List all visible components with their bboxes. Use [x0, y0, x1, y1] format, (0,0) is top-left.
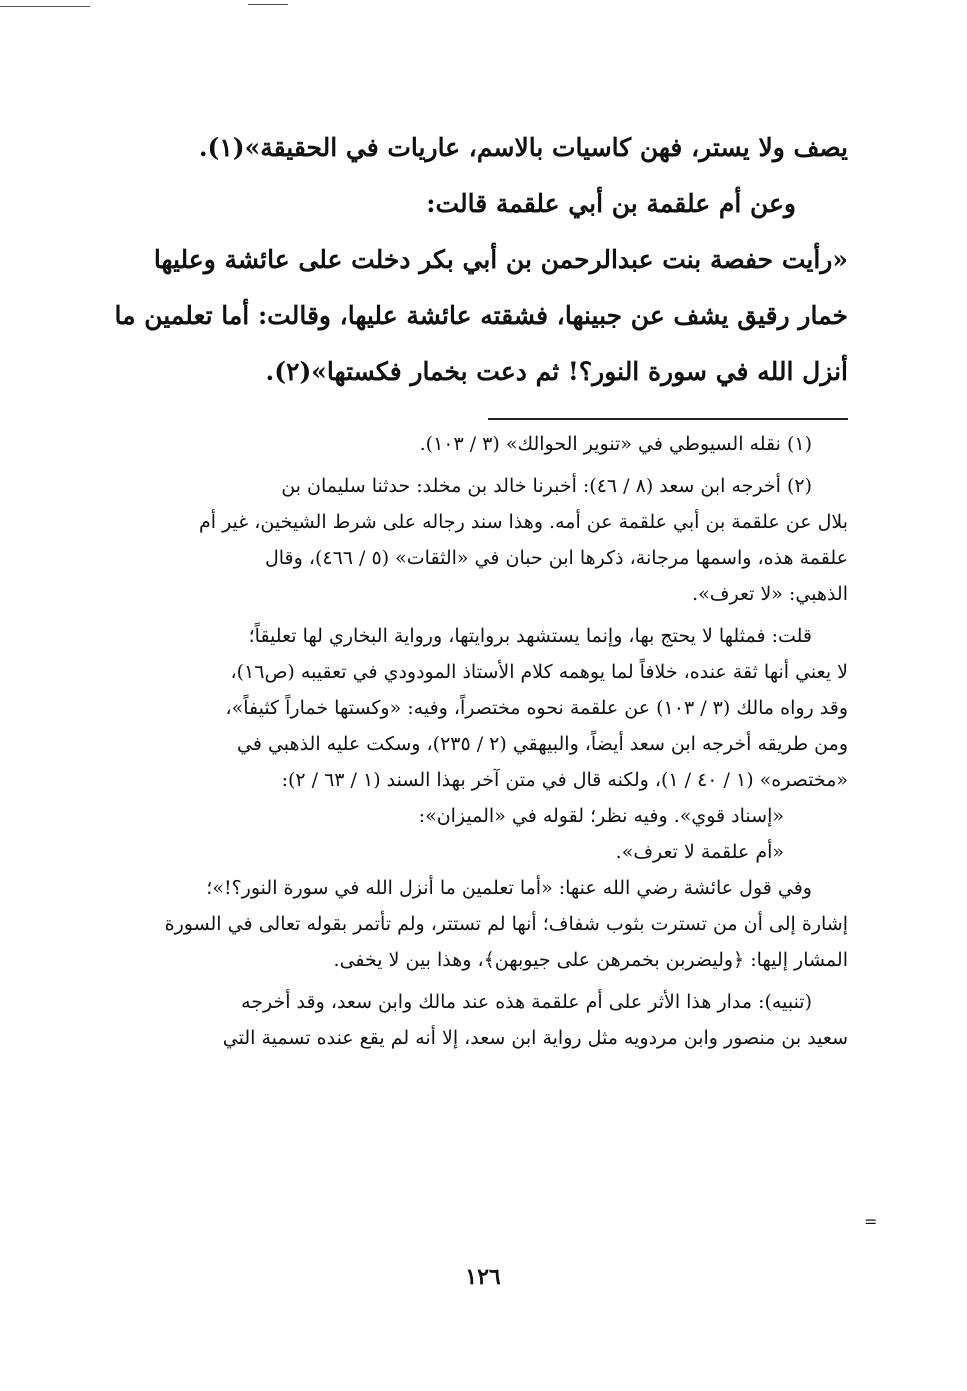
footnote-line: «أم علقمة لا تعرف».: [615, 841, 784, 863]
footnote-line: علقمة هذه، واسمها مرجانة، ذكرها ابن حبان في «الثقات» (٥ / ٤٦٦)، وقال: [264, 547, 848, 569]
footnote-line: الذهبي: «لا تعرف».: [692, 583, 848, 605]
footnote-line: وقد رواه مالك (٣ / ١٠٣) عن علقمة نحوه مختصراً، وفيه: «وكستها خماراً كثيفاً»،: [225, 697, 848, 719]
footnote-line: «مختصره» (١ / ٤٠ / ١)، ولكنه قال في متن آخر بهذا السند (١ / ٦٣ / ٢):: [281, 769, 848, 791]
main-line: «رأيت حفصة بنت عبدالرحمن بن أبي بكر دخلت على عائشة وعليها: [153, 245, 848, 274]
footnote-line: «إسناد قوي». وفيه نظر؛ لقوله في «الميزان»:: [418, 805, 784, 827]
main-line: خمار رقيق يشف عن جبينها، فشقته عائشة عليها، وقالت: أما تعلمين ما: [114, 301, 848, 330]
footnote-line: وفي قول عائشة رضي الله عنها: «أما تعلمين ما أنزل الله في سورة النور؟!»؛: [206, 877, 812, 899]
footnote-line: المشار إليها: ﴿وليضربن بخمرهن على جيوبهن﴾، وهذا بين لا يخفى.: [333, 949, 848, 971]
continuation-mark: =: [864, 1212, 878, 1231]
page-body: [100, 120, 848, 1056]
page-number: ١٢٦: [465, 1264, 501, 1290]
footnote-line: (١) نقله السيوطي في «تنوير الحوالك» (٣ / ١٠٣).: [419, 433, 812, 455]
scan-artifact: [248, 4, 288, 5]
footnote-line: (٢) أخرجه ابن سعد (٨ / ٤٦): أخبرنا خالد بن مخلد: حدثنا سليمان بن: [281, 475, 812, 497]
main-line: أنزل الله في سورة النور؟! ثم دعت بخمار فكستها»(٢).: [265, 357, 848, 386]
footnote-line: بلال عن علقمة بن أبي علقمة عن أمه. وهذا سند رجاله على شرط الشيخين، غير أم: [198, 511, 848, 533]
footnote-line: قلت: فمثلها لا يحتج بها، وإنما يستشهد بروايتها، ورواية البخاري لها تعليقاً؛: [248, 625, 812, 647]
footnote-line: لا يعني أنها ثقة عنده، خلافاً لما يوهمه كلام الأستاذ المودودي في تعقيبه (ص١٦)،: [230, 661, 848, 683]
footnote-line: ومن طريقه أخرجه ابن سعد أيضاً، والبيهقي (٢ / ٢٣٥)، وسكت عليه الذهبي في: [237, 733, 848, 755]
footnote-line: إشارة إلى أن من تسترت بثوب شفاف؛ أنها لم تستتر، ولم تأتمر بقوله تعالى في السورة: [164, 913, 848, 935]
main-text: [100, 120, 848, 400]
main-line: وعن أم علقمة بن أبي علقمة قالت:: [426, 189, 796, 218]
main-line: يصف ولا يستر، فهن كاسيات بالاسم، عاريات في الحقيقة»(١).: [198, 133, 848, 162]
footnote-line: (تنبيه): مدار هذا الأثر على أم علقمة هذه عند مالك وابن سعد، وقد أخرجه: [241, 991, 812, 1013]
footnote-line: سعيد بن منصور وابن مردويه مثل رواية ابن سعد، إلا أنه لم يقع عنده تسمية التي: [222, 1027, 848, 1049]
scan-artifact: [0, 6, 90, 7]
footnote-separator: [488, 418, 848, 420]
footnotes: [100, 426, 848, 1056]
